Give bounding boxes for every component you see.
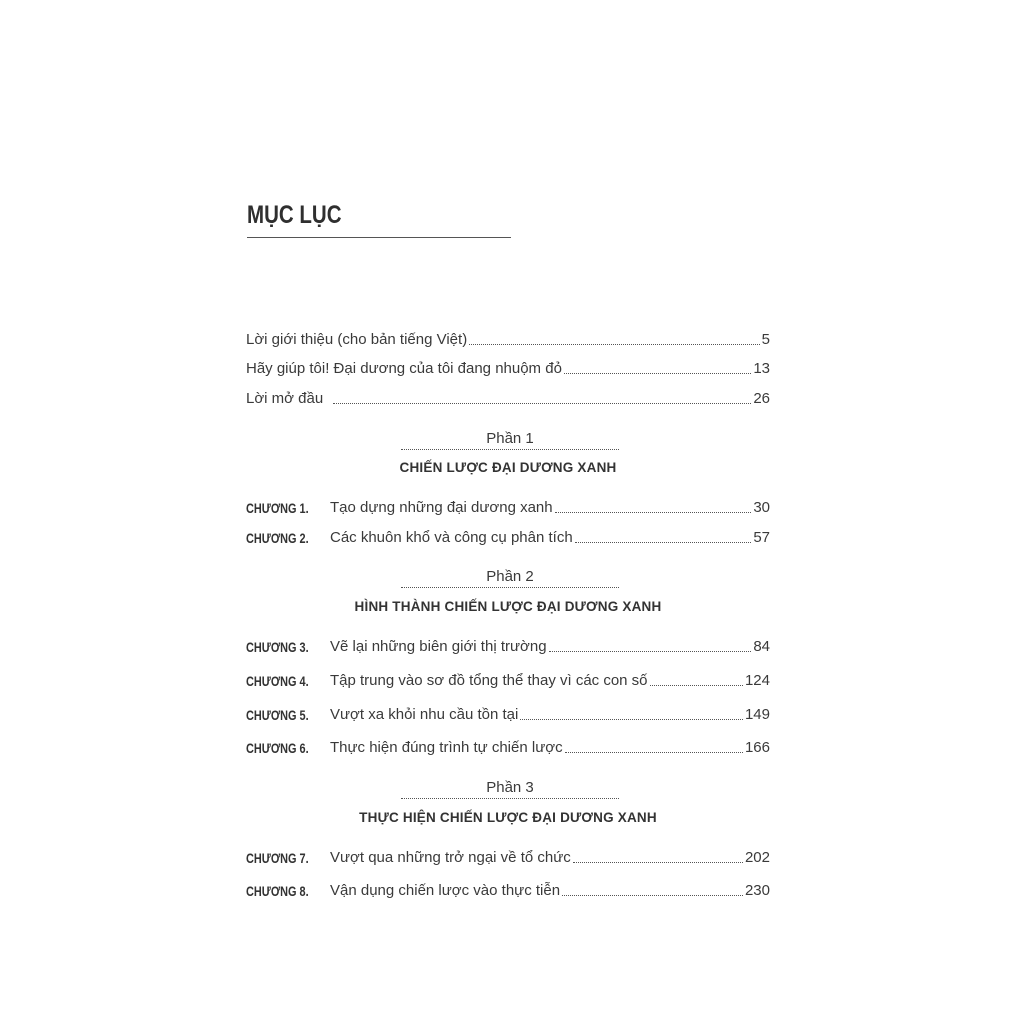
part-divider [401, 449, 619, 450]
part-divider [401, 798, 619, 799]
toc-entry-label: Hãy giúp tôi! Đại dương của tôi đang nhuộm đỏ [246, 360, 562, 377]
chapter-title: Tập trung vào sơ đồ tổng thể thay vì các con số [330, 672, 648, 689]
toc-entry-label: Lời giới thiệu (cho bản tiếng Việt) [246, 331, 468, 348]
dot-leader [520, 707, 743, 720]
chapter-page: 84 [753, 638, 770, 655]
chapter-title: Vượt xa khỏi nhu cầu tồn tại [330, 706, 519, 723]
toc-entry-page: 5 [761, 331, 770, 348]
toc-entry-chapter-1[interactable] [246, 496, 770, 516]
toc-entry-chapter-3[interactable] [246, 635, 770, 655]
dot-leader [650, 673, 743, 686]
toc-entry-chapter-4[interactable] [246, 669, 770, 689]
chapter-page: 166 [744, 739, 770, 756]
dot-leader [565, 740, 743, 753]
dot-leader [333, 391, 751, 404]
chapter-title: Các khuôn khổ và công cụ phân tích [330, 529, 573, 546]
chapter-number: CHƯƠNG 6. [246, 740, 309, 756]
chapter-title: Thực hiện đúng trình tự chiến lược [330, 739, 563, 756]
chapter-number: CHƯƠNG 7. [246, 850, 309, 866]
title-underline [247, 237, 511, 238]
toc-entry-chapter-7[interactable] [246, 846, 770, 866]
chapter-number: CHƯƠNG 2. [246, 530, 309, 546]
part-label: Phần 3 [486, 779, 534, 796]
dot-leader [573, 850, 743, 863]
part-divider [401, 587, 619, 588]
page-title: MỤC LỤC [247, 201, 342, 229]
toc-entry-help[interactable] [246, 357, 770, 377]
part-title: HÌNH THÀNH CHIẾN LƯỢC ĐẠI DƯƠNG XANH [354, 599, 662, 614]
toc-entry-chapter-6[interactable] [246, 736, 770, 756]
chapter-page: 57 [753, 529, 770, 546]
dot-leader [469, 332, 759, 345]
dot-leader [562, 883, 743, 896]
chapter-page: 30 [753, 499, 770, 516]
dot-leader [555, 500, 752, 513]
part-title: CHIẾN LƯỢC ĐẠI DƯƠNG XANH [399, 460, 617, 475]
toc-entry-label: Lời mở đầu [246, 390, 324, 407]
part-label: Phần 2 [486, 568, 534, 585]
chapter-title: Vượt qua những trở ngại về tổ chức [330, 849, 571, 866]
toc-entry-page: 26 [753, 390, 770, 407]
chapter-page: 124 [744, 672, 770, 689]
chapter-page: 149 [744, 706, 770, 723]
part-title: THỰC HIỆN CHIẾN LƯỢC ĐẠI DƯƠNG XANH [359, 810, 657, 825]
dot-leader [564, 361, 751, 374]
chapter-page: 202 [744, 849, 770, 866]
chapter-title: Vận dụng chiến lược vào thực tiễn [330, 882, 561, 899]
toc-entry-preface[interactable] [246, 387, 770, 407]
dot-leader [549, 639, 752, 652]
chapter-title: Tạo dựng những đại dương xanh [330, 499, 553, 516]
toc-entry-chapter-5[interactable] [246, 703, 770, 723]
chapter-number: CHƯƠNG 8. [246, 883, 309, 899]
chapter-number: CHƯƠNG 4. [246, 673, 309, 689]
chapter-number: CHƯƠNG 3. [246, 639, 309, 655]
chapter-title: Vẽ lại những biên giới thị trường [330, 638, 547, 655]
chapter-page: 230 [744, 882, 770, 899]
chapter-number: CHƯƠNG 5. [246, 707, 309, 723]
toc-entry-intro[interactable] [246, 328, 770, 348]
toc-entry-page: 13 [753, 360, 770, 377]
toc-entry-chapter-2[interactable] [246, 526, 770, 546]
toc-entry-chapter-8[interactable] [246, 879, 770, 899]
dot-leader [575, 530, 752, 543]
chapter-number: CHƯƠNG 1. [246, 500, 309, 516]
part-label: Phần 1 [486, 430, 534, 447]
